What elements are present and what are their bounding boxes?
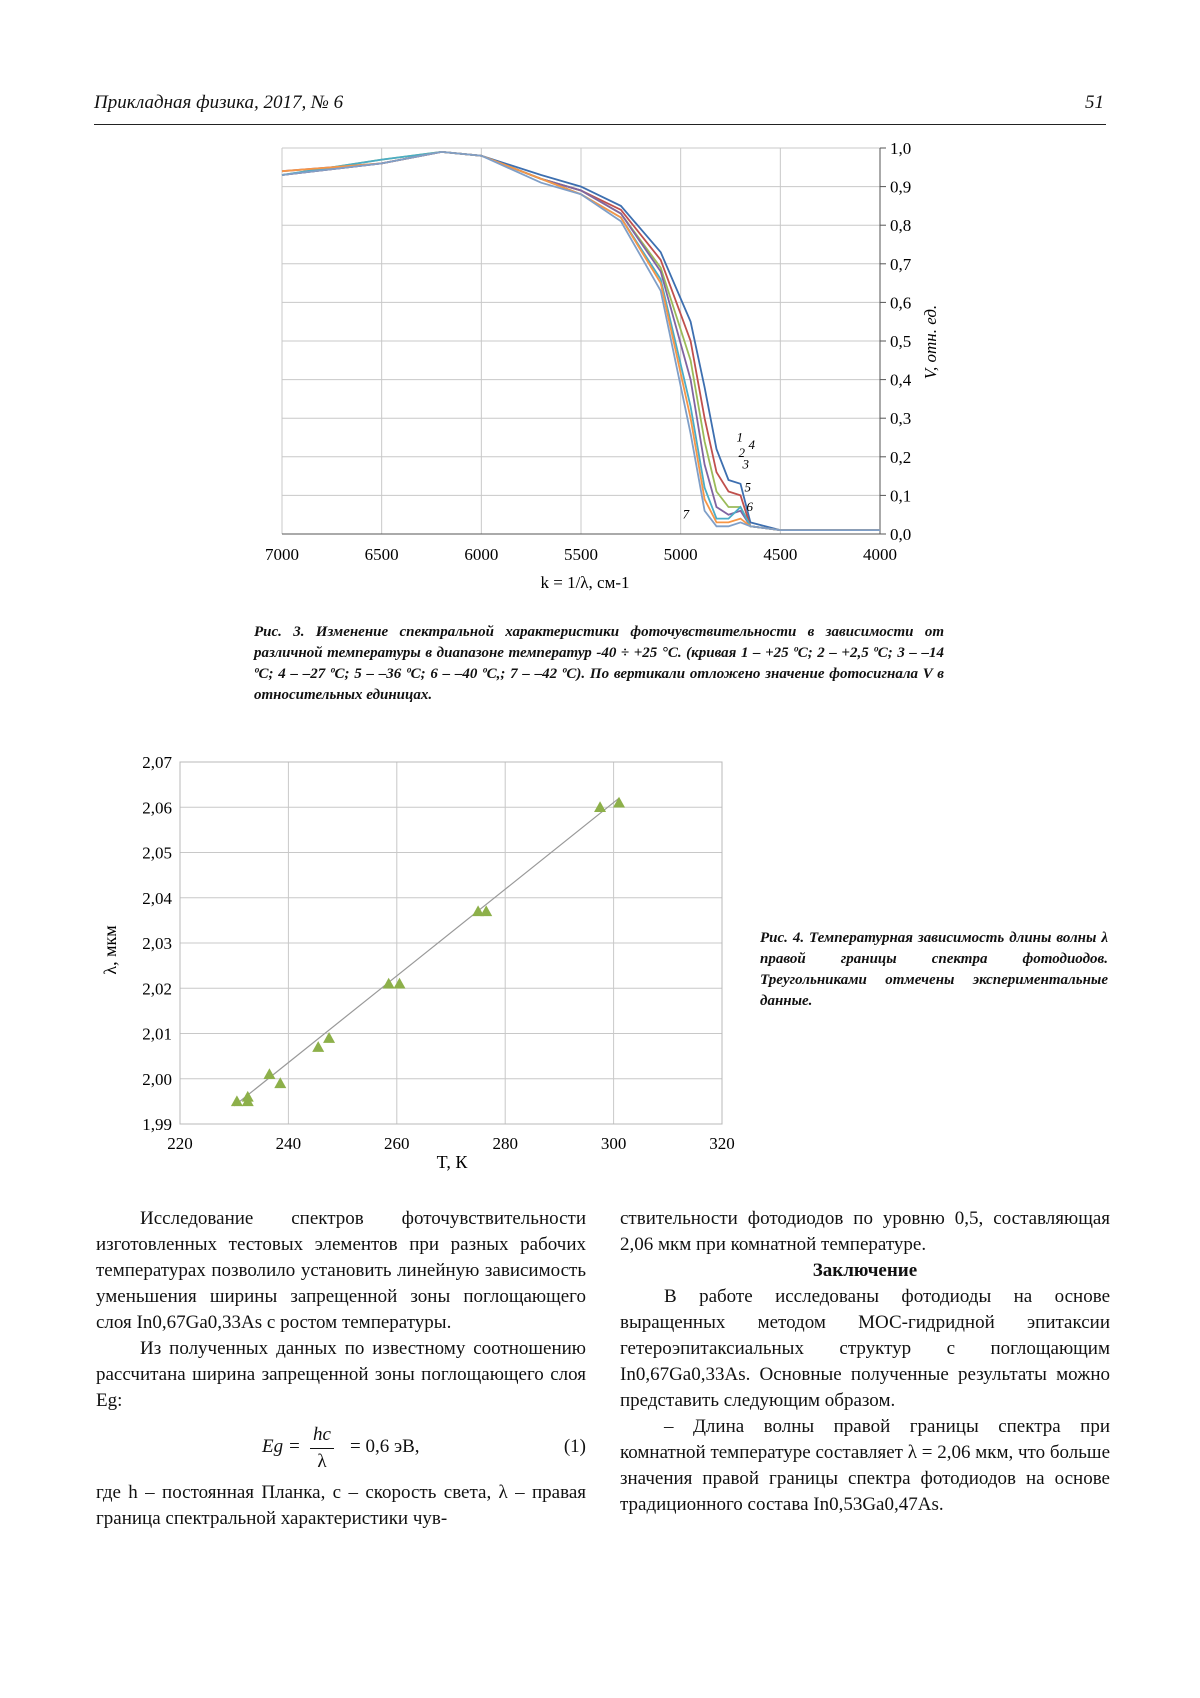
fig3-x-tick-label: 7000	[265, 545, 299, 564]
fig4-y-tick-label: 2,00	[142, 1069, 172, 1089]
fig3-curve-label: 1	[736, 429, 743, 445]
section-title: Заключение	[812, 1260, 918, 1281]
fig3-curve-label: 7	[682, 506, 690, 522]
journal-header: Прикладная физика, 2017, № 6	[94, 92, 344, 113]
fig4-data-point	[594, 801, 606, 812]
fig4-x-tick-label: 320	[709, 1134, 735, 1153]
fig4-y-tick-label: 2,04	[142, 888, 172, 908]
right-column	[620, 1206, 1110, 1518]
fig4-caption: Рис. 4. Температурная зависимость длины волны λ правой границы спектра фотодиодов. Треугольниками отмечены экспериментальные данные.	[760, 930, 1108, 1009]
fig3-y-tick-label: 0,8	[890, 216, 912, 236]
fig4-x-tick-label: 220	[167, 1134, 193, 1153]
fig4-data-point	[480, 905, 492, 916]
formula-lhs: Eg =	[262, 1436, 301, 1457]
paragraph: Из полученных данных по известному соотношению рассчитана ширина запрещенной зоны поглощающего слоя Eg:	[96, 1338, 586, 1411]
fig3-y-tick-label: 0,1	[890, 486, 912, 506]
fig4-x-tick-label: 240	[275, 1134, 302, 1153]
fig3-x-tick-label: 4000	[863, 545, 897, 564]
fig4-y-axis-label: λ, мкм	[100, 925, 120, 975]
fig4-y-tick-label: 2,05	[142, 843, 172, 863]
fig3-x-tick-label: 4500	[763, 545, 798, 564]
fig3-x-tick-label: 5500	[564, 545, 598, 564]
fig4-data-point	[394, 978, 406, 989]
fig3-x-tick-label: 5000	[663, 545, 698, 564]
paragraph: – Длина волны правой границы спектра при комнатной температуре составляет λ = 2,06 мкм, что больше значения правой границы спектра фотодиодов на основе традиционного состава In0,53Ga0,47As.	[620, 1416, 1110, 1515]
fig4-y-tick-label: 2,01	[142, 1024, 172, 1044]
fig3-curve-label: 5	[744, 479, 751, 495]
fig3-x-axis-label: k = 1/λ, см-1	[540, 573, 630, 592]
fig4-trendline	[234, 798, 619, 1106]
formula-denominator: λ	[317, 1451, 327, 1472]
paragraph: ствительности фотодиодов по уровню 0,5, составляющая 2,06 мкм при комнатной температуре.	[620, 1208, 1110, 1255]
fig3-y-tick-label: 0,0	[890, 525, 912, 544]
formula-number: (1)	[563, 1436, 586, 1457]
fig3-y-tick-label: 0,2	[890, 447, 912, 467]
fig4-y-tick-label: 2,03	[142, 934, 172, 953]
fig3-y-tick-label: 0,4	[890, 370, 912, 390]
fig3-x-tick-label: 6000	[464, 545, 499, 564]
fig3-curve-label: 2	[738, 444, 745, 460]
fig3-curve-label: 3	[742, 456, 749, 472]
fig3-curve-label: 6	[746, 498, 753, 514]
fig4-x-tick-label: 280	[492, 1134, 518, 1153]
fig4-x-tick-label: 260	[384, 1134, 410, 1153]
formula-fraction	[310, 1422, 334, 1475]
fig3-y-tick-label: 0,6	[890, 293, 912, 313]
fig4-y-tick-label: 2,06	[142, 798, 172, 818]
fig4-y-tick-label: 2,02	[142, 979, 172, 999]
formula-rhs: = 0,6 эВ,	[350, 1436, 420, 1457]
fig3-y-tick-label: 0,9	[890, 177, 912, 197]
fig3-chart	[0, 0, 1200, 620]
fig4-x-axis-label: T, К	[436, 1152, 468, 1172]
fig3-y-tick-label: 1,0	[890, 139, 912, 158]
fig3-caption: Рис. 3. Изменение спектральной характеристики фоточувствительности в зависимости от различной температуры в диапазоне температур -40 ÷ +25 °С. (кривая 1 – +25 ºС; 2 – +2,5 ºС; 3 – –14 ºС; 4 – –27 ºС; 5 – –36 ºС; 6 – –40 ºС,; 7 – –42 ºС). По вертикали отложено значение фотосигнала V в относительных единицах.	[254, 624, 944, 703]
fig4-y-tick-label: 1,99	[142, 1115, 172, 1134]
fig3-curve-label: 4	[748, 437, 755, 453]
page-number: 51	[1085, 92, 1104, 113]
formula-numerator: hc	[310, 1422, 334, 1449]
fig3-y-tick-label: 0,3	[890, 409, 912, 429]
formula-1	[96, 1420, 586, 1476]
fig4-y-tick-label: 2,07	[142, 753, 172, 772]
paragraph: Исследование спектров фоточувствительности изготовленных тестовых элементов при разных рабочих температурах позволило установить линейную зависимость уменьшения ширины запрещенной зоны поглощающего слоя In0,67Ga0,33As с ростом температуры.	[96, 1208, 586, 1333]
paragraph: где h – постоянная Планка, c – скорость света, λ – правая граница спектральной характеристики чув-	[96, 1482, 586, 1529]
fig3-y-axis-label: V, отн. ед.	[921, 304, 940, 380]
paragraph: В работе исследованы фотодиоды на основе выращенных методом МОС-гидридной эпитаксии гетероэпитаксиальных структур с поглощающим In0,67Ga0,33As. Основные полученные результаты можно представить следующим образом.	[620, 1286, 1110, 1411]
fig4-x-tick-label: 300	[600, 1134, 627, 1153]
left-column	[96, 1206, 586, 1532]
fig3-y-tick-label: 0,5	[890, 332, 912, 351]
fig4-chart	[0, 740, 760, 1190]
fig3-x-tick-label: 6500	[364, 545, 399, 564]
fig3-y-tick-label: 0,7	[890, 254, 912, 274]
